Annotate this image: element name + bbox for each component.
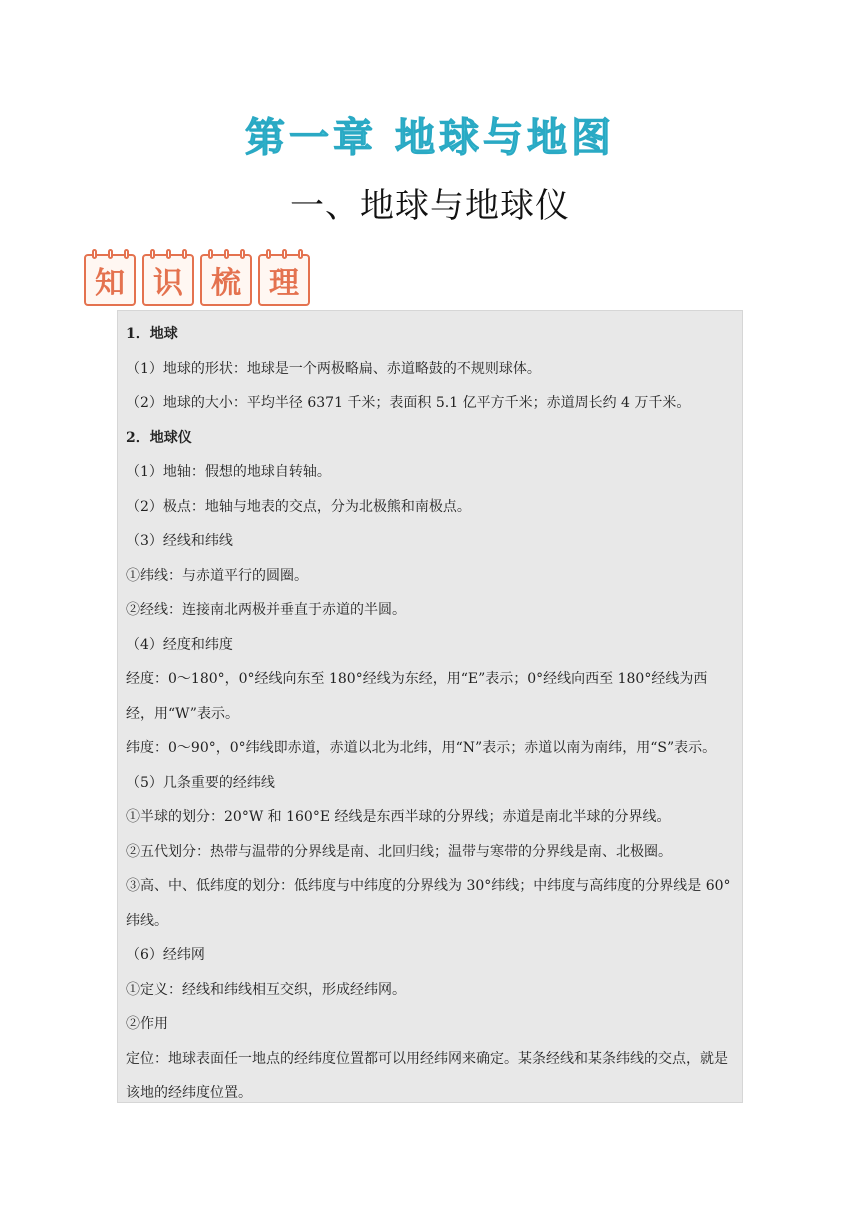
text-paragraph: 经度：0～180°，0°经线向东至 180°经线为东经，用“E”表示；0°经线向西至 180°经线为西经，用“W”表示。	[126, 671, 708, 722]
text-line: （2）地球的大小：平均半径 6371 千米；表面积 5.1 亿平方千米；赤道周长约 4 万千米。	[126, 395, 691, 411]
heading-earth: 1．地球	[126, 326, 178, 342]
text-line: ①半球的划分：20°W 和 160°E 经线是东西半球的分界线；赤道是南北半球的分界线。	[126, 809, 671, 825]
heading-globe: 2．地球仪	[126, 429, 192, 446]
banner-char: 识	[153, 266, 183, 301]
text-line: （4）经度和纬度	[126, 636, 233, 653]
banner-badge-4	[258, 254, 310, 306]
banner-char: 梳	[211, 266, 241, 301]
binder-rings-icon	[144, 249, 192, 259]
text-line: ②经线：连接南北两极并垂直于赤道的半圆。	[126, 602, 406, 618]
text-line: （1）地球的形状：地球是一个两极略扁、赤道略鼓的不规则球体。	[126, 360, 541, 377]
text-line: ①定义：经线和纬线相互交织，形成经纬网。	[126, 981, 406, 998]
text-line: ②作用	[126, 1016, 168, 1032]
text-line: （3）经线和纬线	[126, 533, 233, 549]
banner-char: 理	[269, 266, 299, 301]
banner-badge-3	[200, 254, 252, 306]
text-line: 纬度：0～90°，0°纬线即赤道，赤道以北为北纬，用“N”表示；赤道以南为南纬，用“S”表示。	[126, 740, 717, 756]
knowledge-content-box	[117, 310, 743, 1103]
text-line: （2）极点：地轴与地表的交点，分为北极熊和南极点。	[126, 498, 471, 515]
binder-rings-icon	[86, 249, 134, 259]
section-title: 一、地球与地球仪	[290, 186, 570, 226]
chapter-title: 第一章 地球与地图	[245, 115, 615, 161]
text-paragraph: ③高、中、低纬度的划分：低纬度与中纬度的分界线为 30°纬线；中纬度与高纬度的分界线是 60°纬线。	[126, 878, 731, 929]
banner-badge-2	[142, 254, 194, 306]
banner-badge-1	[84, 254, 136, 306]
text-line: （6）经纬网	[126, 947, 205, 963]
binder-rings-icon	[260, 249, 308, 259]
text-line: （1）地轴：假想的地球自转轴。	[126, 464, 331, 480]
text-line: ②五代划分：热带与温带的分界线是南、北回归线；温带与寒带的分界线是南、北极圈。	[126, 843, 672, 860]
knowledge-summary-banner	[84, 250, 310, 308]
binder-rings-icon	[202, 249, 250, 259]
banner-char: 知	[95, 266, 125, 301]
text-paragraph: 定位：地球表面任一地点的经纬度位置都可以用经纬网来确定。某条经线和某条纬线的交点，就是该地的经纬度位置。	[126, 1050, 728, 1101]
text-line: （5）几条重要的经纬线	[126, 774, 275, 791]
text-line: ①纬线：与赤道平行的圆圈。	[126, 567, 308, 584]
